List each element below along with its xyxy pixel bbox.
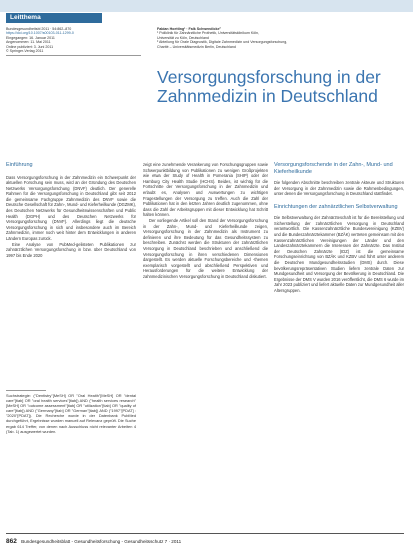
- footer-rule: [6, 533, 404, 534]
- paragraph: Eine Analyse von PubMed-gelisteten Publikationen zur zahnärztlichen Versorgungsforschung in bzw. über Deutschland von 1997 bis Ende 2020: [6, 241, 136, 258]
- article-meta: [6, 27, 74, 53]
- meta-line: © Springer-Verlag 2011: [6, 49, 44, 54]
- paragraph: Der vorliegende Artikel soll den Stand der Versorgungsforschung in der Zahn-, Mund- und Kieferheilkunde zeigen, Versorgungsforschung in der Zahnmedizin als Instrument zu definieren und ihre Bedeutung für das Gesundheitssystem zu beschreiben. Zunächst werden die Strukturen der zahnärztlichen Versorgung in Deutschland beschrieben und anschließend die Versorgungsforschung in ihren verschiedenen Dimensionen dargestellt. Es werden aktuelle Forschungsbereiche und -themen exemplarisch vorgestellt und abschließend Perspektiven und Herausforderungen für die weitere Entwicklung der zahnmedizinischen Versorgungsforschung in Deutschland diskutiert.: [143, 217, 268, 279]
- journal-citation: Bundesgesundheitsblatt - Gesundheitsforschung - Gesundheitsschutz 7 · 2011: [21, 539, 182, 544]
- meta-divider: [6, 55, 141, 56]
- footnote-divider: [6, 390, 46, 391]
- section-heading: Versorgungsforschende in der Zahn-, Mund- und Kieferheilkunde: [274, 162, 393, 175]
- page-footer: [6, 538, 181, 545]
- paragraph: Die folgenden Abschnitte beschreiben zentrale Akteure und Strukturen der Versorgung in der Zahnmedizin sowie die Rahmenbedingungen, unter denen die Versorgungsforschung in Deutschland stattfindet.: [274, 180, 404, 197]
- subsection-heading: Einrichtungen der zahnärztlichen Selbstverwaltung: [274, 203, 398, 210]
- affiliation-line: ¹ Poliklinik für Zahnärztliche Prothetik, Universitätsklinikum Köln,: [157, 31, 260, 36]
- body-text: [6, 175, 136, 259]
- column-1: [6, 162, 136, 258]
- header-band: [0, 0, 413, 12]
- category-label: Leitthema: [10, 14, 41, 21]
- meta-line: Eingegangen: 16. Januar 2011: [6, 35, 55, 40]
- affiliation-line: ² Abteilung für Orale Diagnostik, Digitale Zahnmedizin und Versorgungsforschung,: [157, 40, 288, 45]
- author-names: Fabian Hoetting¹ · Falk Schwendicke²: [157, 27, 221, 31]
- paragraph: Die Selbstverwaltung der Zahnärzteschaft ist für die Bereitstellung und Sicherstellung der zahnärztlichen Versorgung in Deutschland verantwortlich. Die Kassenzahnärztliche Bundesvereinigung (KZBV) und die Bundeszahnärztekammer (BZÄK) vertreten gemeinsam mit den Kassenzahnärztlichen Vereinigungen der Länder und den Landeszahnärztekammern die Interessen der Zahnärzte. Das Institut der Deutschen Zahnärzte (IDZ) ist die gemeinsame Forschungseinrichtung von BZÄK und KZBV und führt unter anderem die Deutschen Mundgesundheitsstudien (DMS) durch. Diese bevölkerungsrepräsentativen Studien liefern zentrale Daten zur Mundgesundheit und Versorgung der Bevölkerung in Deutschland. Die Ergebnisse der DMS V wurden 2016 veröffentlicht, die DMS 6 wurde im Jahr 2023 publiziert und liefert aktuelle Daten zur Mundgesundheit aller Altersgruppen.: [274, 215, 404, 293]
- section-heading: Einführung: [6, 162, 33, 168]
- paragraph: Dass Versorgungsforschung in der Zahnmedizin ein Schwerpunkt der aktuellen Forschung sein muss, wird an der Gründung des Deutschen Netzwerks Versorgungsforschung (DNVF) deutlich. Der generelle Rahmen für die Versorgungsforschung in Deutschland gibt seit 2012 die gemeinsame Fachgruppe Zahnmedizin des DNVF sowie die Deutsche Gesellschaft für Zahn-, Mund- und Kieferheilkunde (DGZMK), des Deutschen Netzwerks für Gesundheitswissenschaften und Public Health (DGPH) und des Deutschen Netzwerks für Versorgungsforschung (DNVF). Allerdings liegt die deutsche Versorgungsforschung in sich und insbesondere auch im Bereich Zahnmedizin, immer noch weit hinter dem Entwicklungen in anderen Ländern Europas zurück.: [6, 174, 136, 242]
- affiliation-line: Universität zu Köln, Deutschland: [157, 35, 209, 40]
- authors-block: [157, 27, 287, 49]
- meta-line: Bundesgesundheitsbl 2011 · 54:862–870: [6, 27, 72, 31]
- footnote: Suchstrategie: ("Dentistry"[MeSH] OR "Oral Health"[MeSH] OR "dental care"[tiab] OR "oral health services"[tiab]) AND ("health services research"[MeSH] OR "outcome assessment"[tiab] OR "utilization"[tiab] OR "quality of care"[tiab]) AND ("Germany"[tiab] OR "German"[tiab]) AND ("1997"[PDAT] : "2020"[PDAT]). Die Recherche wurde in der Datenbank PubMed durchgeführt, Ergebnisse wurden manuell auf Relevanz geprüft. Die Suche ergab 614 Treffer, von denen nach Ausschluss nicht relevanter Arbeiten 4 (Tab. 1) ausgewertet wurden.: [6, 393, 136, 434]
- paragraph: zeigt eine zunehmende Verankerung von Forschungsgruppen sowie Schwerpunktbildung von Publikationen zu wenigen Großprojekten wie etwa der Study of Health in Pomerania (SHIP) oder der Hamburg City Health Studie (HCHS). Beides, ist wichtig für die Fortschritte der Versorgungsforschung in der Zahnmedizin und erlaubt es, Analysen und Auswertungen zu wichtigen Fragestellungen der Versorgung zu treffen. Auch die Zahl der Publikationen hat in den letzten Jahren deutlich zugenommen, ohne dass die Zahl der Arbeitsgruppen mit dieser Entwicklung hat Schritt halten können.: [143, 162, 268, 218]
- column-2: [143, 162, 268, 279]
- article-title: Versorgungsforschung in der Zahnmedizin in Deutschland: [157, 67, 381, 106]
- page-number: 862: [6, 538, 17, 545]
- affiliation-line: Charité – Universitätsmedizin Berlin, Deutschland: [157, 44, 236, 49]
- author-affiliations: [157, 31, 287, 49]
- column-3: [274, 162, 404, 294]
- meta-line[interactable]: https://doi.org/10.1007/s00103-011-1299-0: [6, 31, 74, 36]
- meta-line: Online publiziert: 3. Juni 2011: [6, 44, 54, 49]
- meta-line: Angenommen: 11. Mai 2011: [6, 40, 51, 45]
